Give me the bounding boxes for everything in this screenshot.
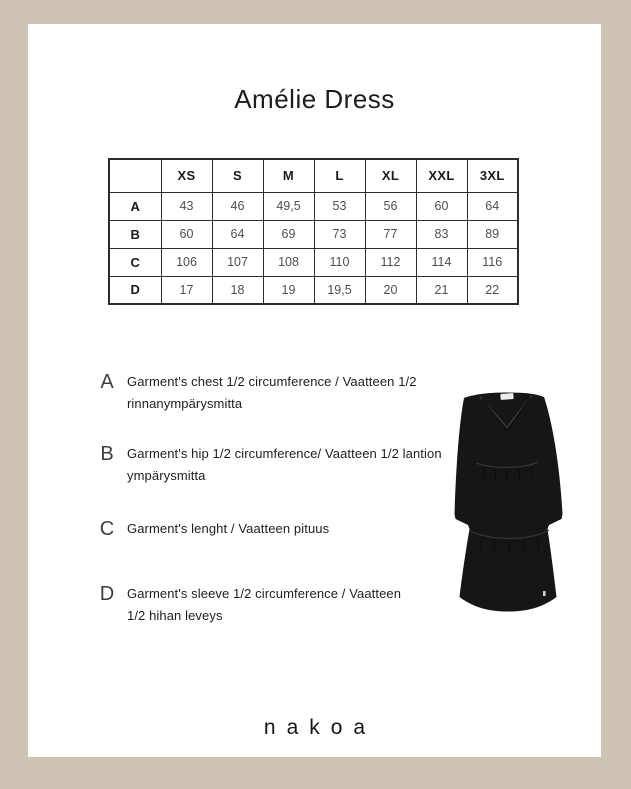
size-value-cell: 20 — [365, 276, 416, 304]
legend-line: Garment's chest 1/2 circumference / Vaatteen 1/2 — [127, 374, 417, 389]
corner-cell — [109, 159, 161, 192]
legend-item-a — [94, 371, 417, 415]
size-value-cell: 18 — [212, 276, 263, 304]
legend-line: rinnanympärysmitta — [127, 396, 243, 411]
size-value-cell: 64 — [212, 220, 263, 248]
legend-letter: A — [100, 371, 114, 393]
size-column-header: XL — [365, 159, 416, 192]
size-value-cell: 60 — [416, 192, 467, 220]
size-value-cell: 19,5 — [314, 276, 365, 304]
legend-letter: C — [99, 518, 115, 540]
size-column-header: XS — [161, 159, 212, 192]
size-chart-header-row — [109, 159, 518, 192]
size-column-header: M — [263, 159, 314, 192]
size-value-cell: 49,5 — [263, 192, 314, 220]
size-value-cell: 22 — [467, 276, 518, 304]
legend-item-b — [94, 443, 442, 487]
size-value-cell: 106 — [161, 248, 212, 276]
measure-row-label: D — [109, 276, 161, 304]
size-column-header: 3XL — [467, 159, 518, 192]
legend-letter: B — [100, 443, 114, 465]
size-column-header: L — [314, 159, 365, 192]
size-value-cell: 114 — [416, 248, 467, 276]
size-value-cell: 110 — [314, 248, 365, 276]
size-value-cell: 19 — [263, 276, 314, 304]
size-value-cell: 21 — [416, 276, 467, 304]
size-value-cell: 83 — [416, 220, 467, 248]
size-value-cell: 73 — [314, 220, 365, 248]
table-row — [109, 192, 518, 220]
brand-logo: nakoa — [263, 716, 377, 739]
measure-row-label: B — [109, 220, 161, 248]
size-chart-table — [108, 158, 519, 305]
legend-item-d — [94, 583, 401, 627]
size-guide-panel — [28, 24, 601, 757]
legend-line: Garment's lenght / Vaatteen pituus — [127, 521, 330, 536]
size-value-cell: 17 — [161, 276, 212, 304]
table-row — [109, 276, 518, 304]
legend-line: 1/2 hihan leveys — [127, 608, 223, 623]
size-column-header: XXL — [416, 159, 467, 192]
neck-label — [500, 393, 513, 400]
size-value-cell: 108 — [263, 248, 314, 276]
size-value-cell: 64 — [467, 192, 518, 220]
legend-text — [127, 371, 417, 415]
size-value-cell: 116 — [467, 248, 518, 276]
measure-row-label: C — [109, 248, 161, 276]
page-title: Amélie Dress — [234, 84, 395, 114]
hem-tag — [543, 591, 546, 596]
legend-line: ympärysmitta — [127, 468, 206, 483]
legend-text — [127, 583, 401, 627]
size-value-cell: 107 — [212, 248, 263, 276]
table-row — [109, 248, 518, 276]
size-value-cell: 77 — [365, 220, 416, 248]
size-value-cell: 112 — [365, 248, 416, 276]
size-column-header: S — [212, 159, 263, 192]
size-value-cell: 43 — [161, 192, 212, 220]
size-value-cell: 46 — [212, 192, 263, 220]
size-value-cell: 56 — [365, 192, 416, 220]
legend-letter: D — [99, 583, 115, 605]
legend-line: Garment's hip 1/2 circumference/ Vaatteen 1/2 lantion — [127, 446, 442, 461]
legend-text — [127, 518, 329, 540]
measure-row-label: A — [109, 192, 161, 220]
dress-photo — [430, 382, 592, 617]
size-value-cell: 69 — [263, 220, 314, 248]
size-value-cell: 60 — [161, 220, 212, 248]
size-value-cell: 89 — [467, 220, 518, 248]
size-value-cell: 53 — [314, 192, 365, 220]
legend-line: Garment's sleeve 1/2 circumference / Vaatteen — [127, 586, 402, 601]
legend-text — [127, 443, 442, 487]
legend-item-c — [94, 518, 329, 540]
table-row — [109, 220, 518, 248]
